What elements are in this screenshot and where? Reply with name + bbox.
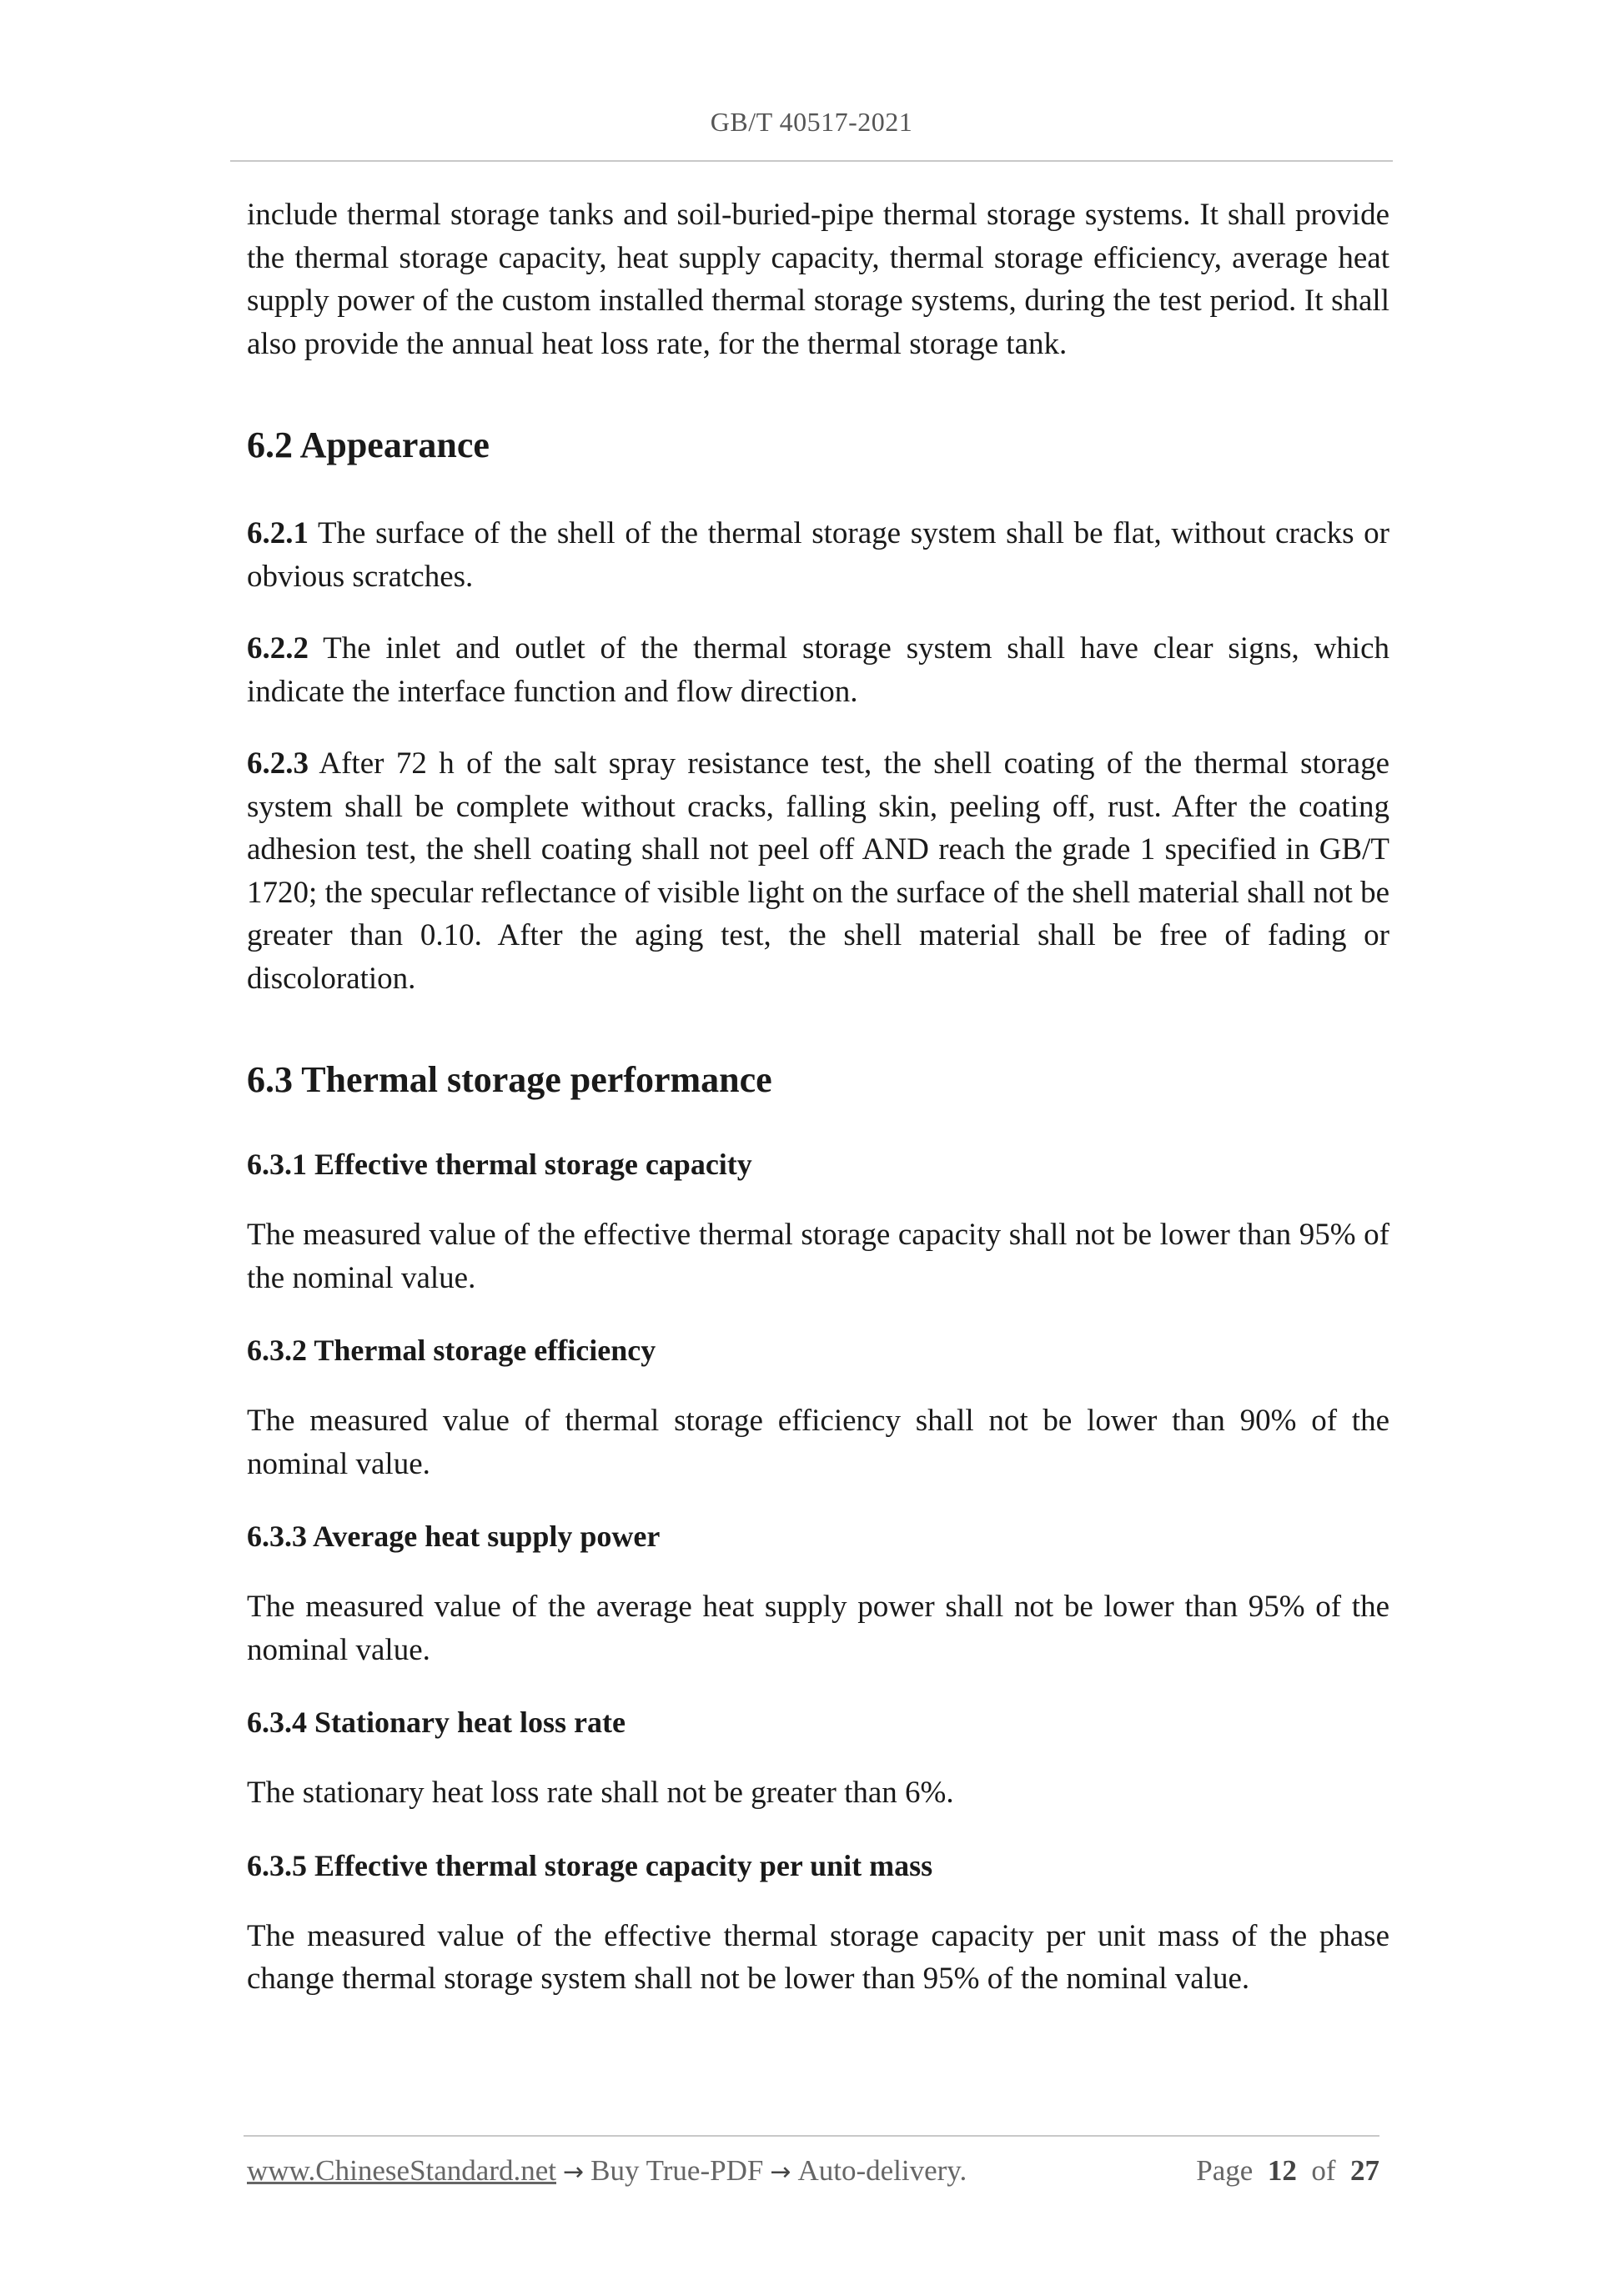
footer-divider xyxy=(244,2135,1379,2137)
subsection-6-3-3-text: The measured value of the average heat supply power shall not be lower than 95% of the nominal value. xyxy=(247,1590,1389,1667)
subsection-6-3-5-heading: 6.3.5 Effective thermal storage capacity per unit mass xyxy=(247,1848,933,1882)
subsection-6-3-4-heading: 6.3.4 Stationary heat loss rate xyxy=(247,1706,626,1739)
subsection-6-3-2-text: The measured value of thermal storage efficiency shall not be lower than 90% of the nominal value. xyxy=(247,1404,1389,1481)
paragraph-6-2-1 xyxy=(247,512,1389,598)
paragraph-6-2-3 xyxy=(247,742,1389,1000)
header-divider xyxy=(230,160,1393,162)
of-label: of xyxy=(1311,2154,1336,2187)
page-footer xyxy=(247,2154,1379,2188)
subsection-6-3-2-heading: 6.3.2 Thermal storage efficiency xyxy=(247,1334,656,1367)
current-page: 12 xyxy=(1267,2154,1297,2187)
intro-paragraph: include thermal storage tanks and soil-buried-pipe thermal storage systems. It shall provide the thermal storage capacity, heat supply capacity, thermal storage efficiency, average heat supply power of the custom installed thermal storage systems, during the test period. It shall also provide the annual heat loss rate, for the thermal storage tank. xyxy=(247,198,1389,361)
subsection-6-3-5-text: The measured value of the effective thermal storage capacity per unit mass of the phase change thermal storage system shall not be lower than 95% of the nominal value. xyxy=(247,1918,1389,1996)
clause-text: The surface of the shell of the thermal storage system shall be flat, without cracks or obvious scratches. xyxy=(247,516,1389,594)
clause-number: 6.2.3 xyxy=(247,746,309,781)
clause-text: The inlet and outlet of the thermal storage system shall have clear signs, which indicate the interface function and flow direction. xyxy=(247,631,1389,709)
page-label: Page xyxy=(1196,2154,1254,2187)
buy-text: Buy True-PDF xyxy=(590,2154,764,2187)
footer-promo xyxy=(247,2154,967,2188)
subsection-6-3-3-heading: 6.3.3 Average heat supply power xyxy=(247,1520,661,1553)
website-link[interactable]: www.ChineseStandard.net xyxy=(247,2154,556,2187)
subsection-6-3-1-heading: 6.3.1 Effective thermal storage capacity xyxy=(247,1148,752,1181)
section-6-2-heading: 6.2 Appearance xyxy=(247,425,490,465)
total-pages: 27 xyxy=(1350,2154,1379,2187)
delivery-text: Auto-delivery. xyxy=(797,2154,967,2187)
clause-number: 6.2.2 xyxy=(247,631,309,666)
arrow-right-icon: → xyxy=(770,2158,791,2187)
page-content xyxy=(247,193,1389,2001)
page-number xyxy=(1196,2154,1379,2188)
subsection-6-3-1-text: The measured value of the effective thermal storage capacity shall not be lower than 95% of the nominal value. xyxy=(247,1218,1389,1295)
section-6-3-heading: 6.3 Thermal storage performance xyxy=(247,1059,772,1100)
arrow-right-icon: → xyxy=(563,2158,585,2187)
page-header: GB/T 40517-2021 xyxy=(710,107,913,137)
paragraph-6-2-2 xyxy=(247,627,1389,713)
clause-text: After 72 h of the salt spray resistance test, the shell coating of the thermal storage system shall be complete without cracks, falling skin, peeling off, rust. After the coating adhesion test, the shell coating shall not peel off AND reach the grade 1 specified in GB/T 1720; the specular reflectance of visible light on the surface of the shell material shall not be greater than 0.10. After the aging test, the shell material shall be free of fading or discoloration. xyxy=(247,746,1389,996)
clause-number: 6.2.1 xyxy=(247,516,309,550)
subsection-6-3-4-text: The stationary heat loss rate shall not be greater than 6%. xyxy=(247,1776,954,1810)
